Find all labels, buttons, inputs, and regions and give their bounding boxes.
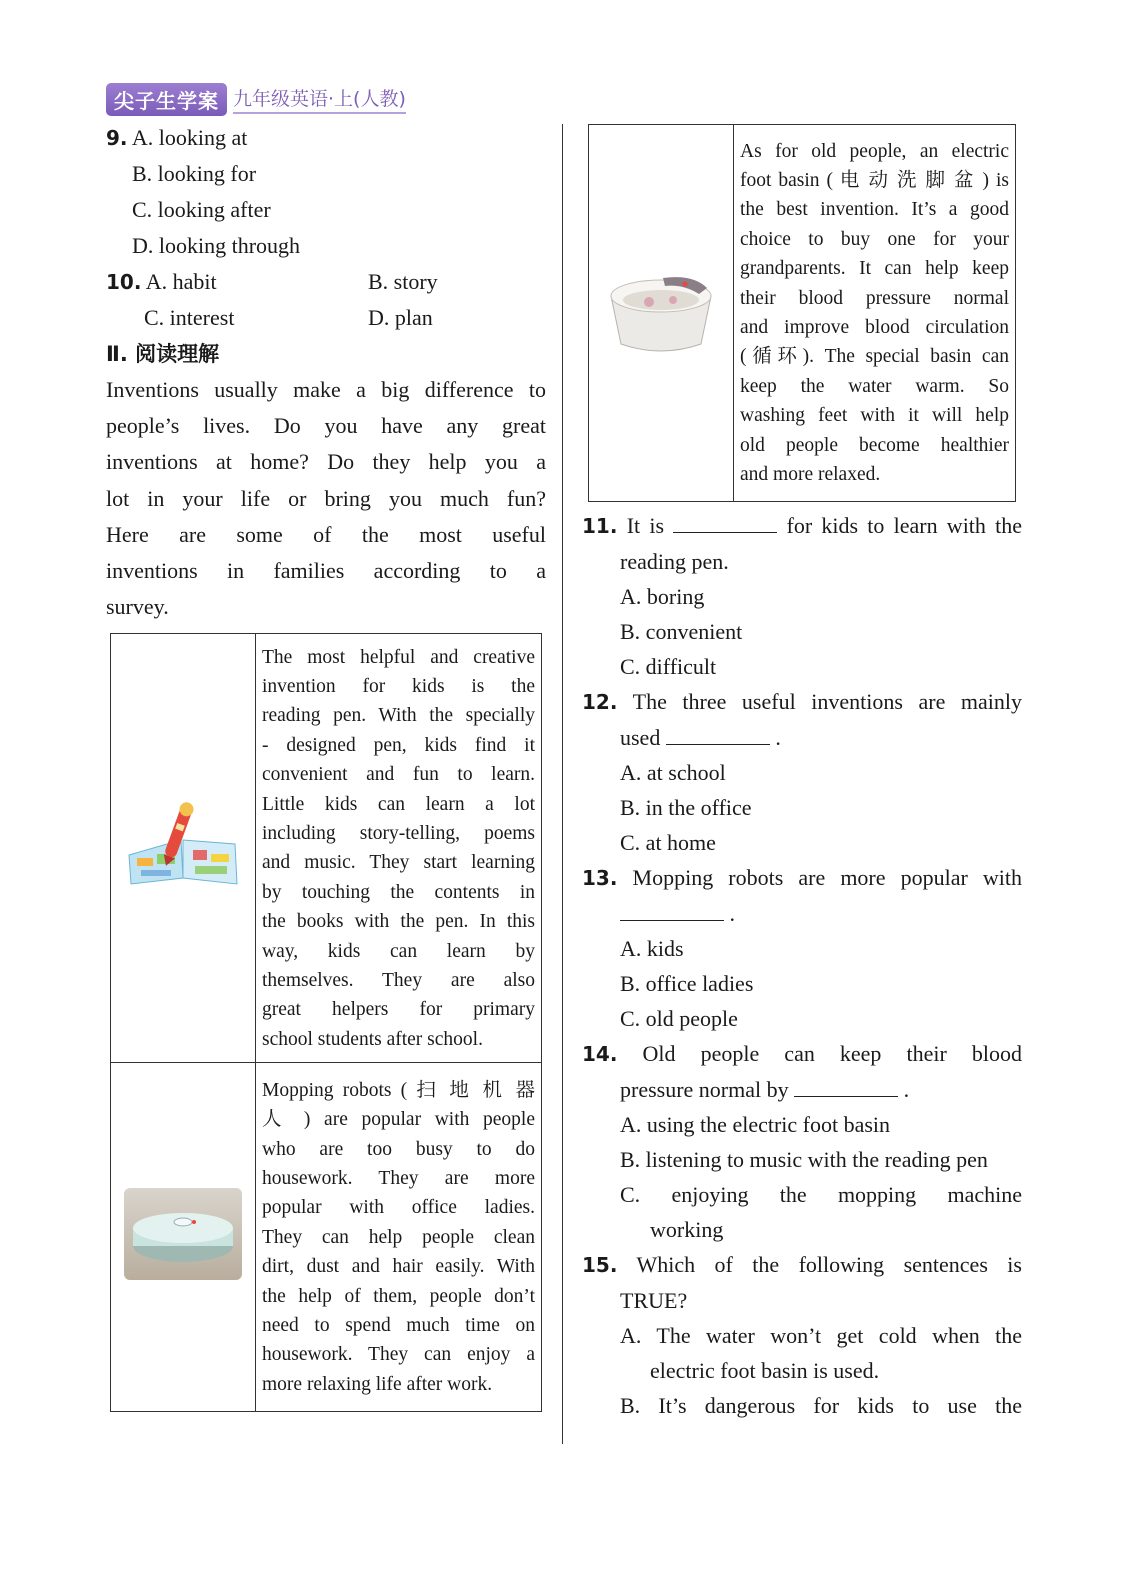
option-a: A. habit: [145, 269, 217, 294]
question-10: 10. A. habit B. story C. interest D. plan: [106, 264, 546, 336]
option-c: C. difficult: [620, 654, 717, 679]
option-b: B. listening to music with the reading pen: [620, 1147, 988, 1172]
option-b: B. in the office: [620, 795, 752, 820]
invention-row-mopping-robot: [111, 1063, 542, 1412]
question-number: 10: [106, 270, 134, 294]
foot-basin-description: As for old people, an electric foot basin ( 电 动 洗 脚 盆 ) is the best invention. It’s a good choice to buy one for your grandparents. It can help keep their blood pressure normal and improve blood circulation (循环). The special basin can keep the water warm. So washing feet with it will help old people become healthier and more relaxed.: [734, 125, 1016, 502]
passage-line: survey.: [106, 594, 169, 620]
option-c: C. enjoying the mopping machine: [620, 1182, 1022, 1207]
option-c-continued: working: [650, 1217, 724, 1242]
option-c: C. looking after: [132, 197, 271, 222]
option-c: C. at home: [620, 830, 716, 855]
option-a: A. boring: [620, 584, 705, 609]
option-b: B. It’s dangerous for kids to use the: [620, 1393, 1022, 1418]
left-column: [106, 120, 546, 1412]
passage-line: lot in your life or bring you much fun?: [106, 485, 546, 511]
answer-blank: [673, 510, 777, 533]
option-b: B. story: [368, 269, 438, 294]
option-a: A. using the electric foot basin: [620, 1112, 891, 1137]
column-divider: [562, 124, 563, 1444]
mopping-robot-image: [111, 1063, 256, 1412]
option-c: C. interest: [144, 305, 235, 330]
option-b: B. office ladies: [620, 971, 754, 996]
question-15: 15. Which of the following sentences is TRUE? A. The water won’t get cold when the electric foot basin is used. B. It’s dangerous for kids to use the: [582, 1247, 1022, 1423]
mopping-robot-description: Mopping robots ( 扫 地 机 器 人 ) are popular with people who are too busy to do housework. They are more popular with office ladies. They can help people clean dirt, dust and hair easily. With the help of them, people don’t need to spend much time on housework. They can enjoy a more relaxing life after work.: [256, 1063, 542, 1412]
question-14: 14. Old people can keep their blood pressure normal by . A. using the electric foot basin B. listening to music with the reading pen C. enjoying the mopping machine working: [582, 1036, 1022, 1247]
option-a: A. looking at: [131, 125, 248, 150]
option-a: A. at school: [620, 760, 726, 785]
option-b: B. looking for: [132, 161, 257, 186]
question-9: 9. A. looking at B. looking for C. looking after D. looking through: [106, 120, 546, 264]
right-column: [582, 120, 1022, 1423]
option-a: A. kids: [620, 936, 684, 961]
invention-row-foot-basin: [589, 125, 1016, 502]
reading-pen-icon: [123, 800, 243, 890]
passage-line: people’s lives. Do you have any great: [106, 413, 546, 439]
answer-blank: [794, 1074, 898, 1097]
foot-basin-image: [589, 125, 734, 502]
mopping-robot-icon: [124, 1188, 242, 1280]
option-d: D. plan: [368, 305, 433, 330]
option-b: B. convenient: [620, 619, 743, 644]
question-11: 11. It is for kids to learn with the reading pen. A. boring B. convenient C. difficult: [582, 508, 1022, 684]
passage-line: Inventions usually make a big difference to: [106, 377, 546, 402]
passage-line: Here are some of the most useful: [106, 521, 546, 547]
page-header: [106, 84, 406, 114]
option-c: C. old people: [620, 1006, 738, 1031]
passage-line: inventions in families according to a: [106, 558, 546, 584]
answer-blank: [620, 898, 724, 921]
brand-logo: 尖子生学案: [106, 83, 227, 116]
question-12: 12. The three useful inventions are mainly used . A. at school B. in the office C. at home: [582, 684, 1022, 860]
reading-passage: [106, 372, 546, 625]
book-subtitle: 九年级英语·上(人教): [233, 84, 406, 114]
reading-pen-description: The most helpful and creative invention for kids is the reading pen. With the specially - designed pen, kids find it convenient and fun to learn. Little kids can learn a lot including story-telling, poems and music. They start learning by touching the contents in the books with the pen. In this way, kids can learn by themselves. They are also great helpers for primary school students after school.: [256, 634, 542, 1063]
inventions-table-right: [588, 124, 1016, 502]
inventions-table-left: [110, 633, 542, 1412]
passage-line: inventions at home? Do they help you a: [106, 449, 546, 475]
option-d: D. looking through: [132, 233, 301, 258]
option-a-continued: electric foot basin is used.: [650, 1358, 880, 1383]
option-a: A. The water won’t get cold when the: [620, 1323, 1022, 1348]
foot-basin-icon: [603, 260, 719, 360]
invention-row-reading-pen: [111, 634, 542, 1063]
question-number: 9: [106, 126, 120, 150]
question-13: 13. Mopping robots are more popular with . A. kids B. office ladies C. old people: [582, 860, 1022, 1036]
section-title: Ⅱ. 阅读理解: [106, 342, 220, 366]
reading-pen-image: [111, 634, 256, 1063]
answer-blank: [666, 722, 770, 745]
